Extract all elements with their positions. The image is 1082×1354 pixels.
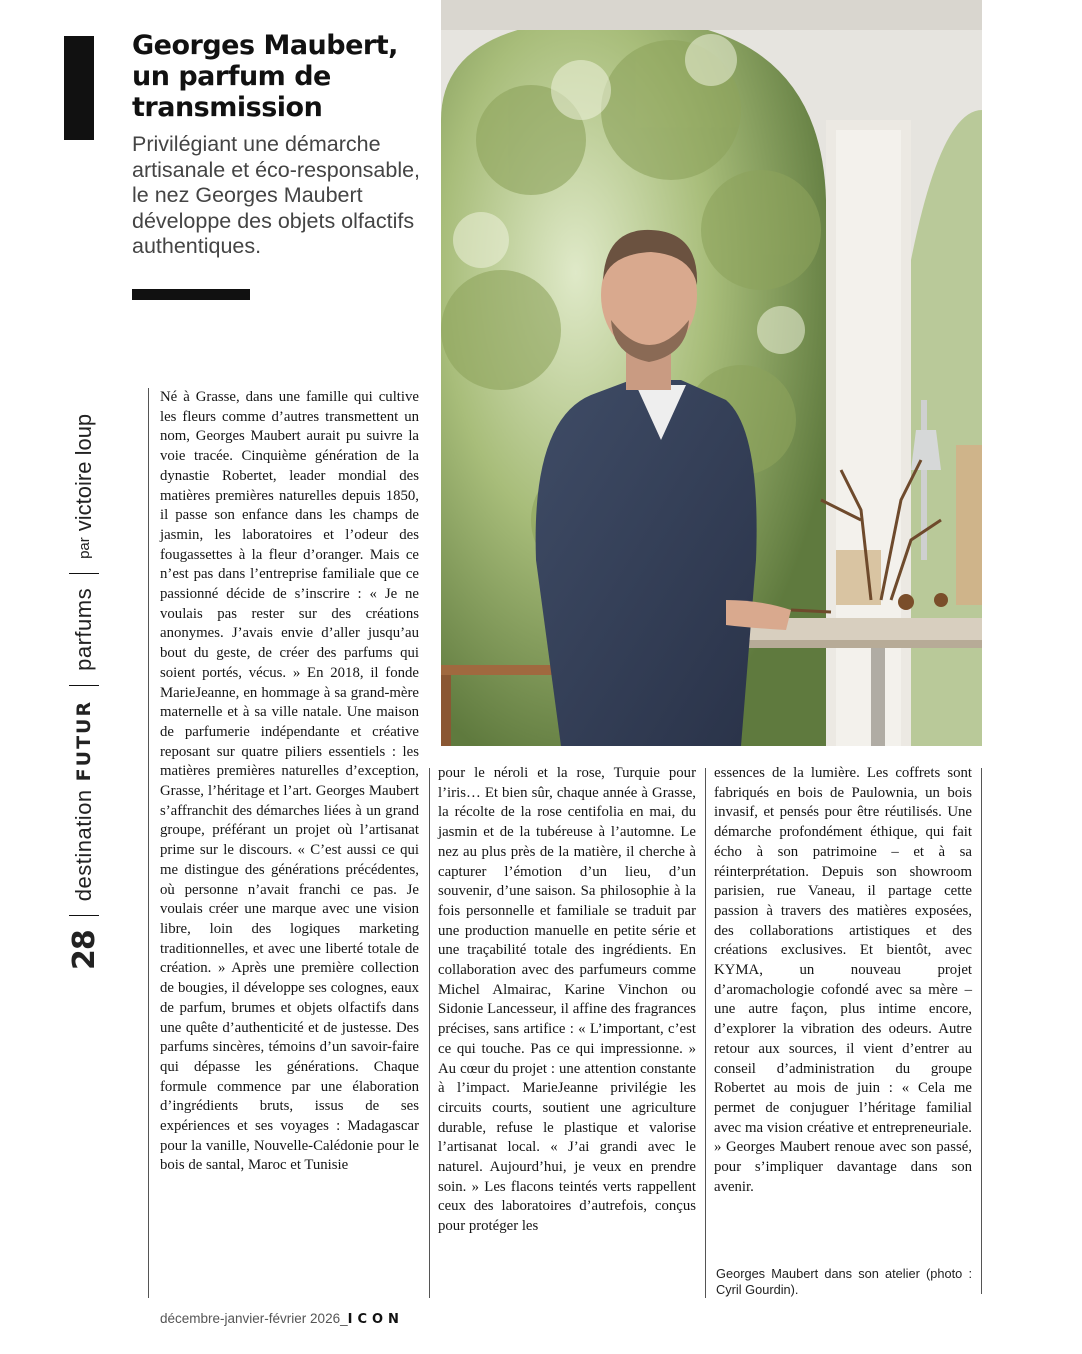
column-rule xyxy=(148,388,149,1298)
page-footer xyxy=(160,1311,560,1327)
header-divider xyxy=(69,915,99,916)
magazine-logo: ICON xyxy=(347,1312,404,1327)
column-rule xyxy=(981,768,982,1294)
title-accent-bar xyxy=(64,36,94,140)
byline-author: victoire loup xyxy=(71,413,96,532)
photo-caption: Georges Maubert dans son atelier (photo : Cyril Gourdin). xyxy=(716,1266,972,1297)
portrait-photo xyxy=(441,0,982,746)
article-column-1: Né à Grasse, dans une famille qui cultive les fleurs comme d’autres transmettent un nom, Georges Maubert aurait pu suivre la voie tracée. Cinquième génération de la dynastie Robertet, leader mondial des matières premières naturelles depuis 1850, il passe son enfance dans les champs de jasmin, les laboratoires et l’odeur des fougassettes à la fleur d’oranger. Mais ce n’est pas dans l’entreprise familiale que ce passionné décide de s’inscrire : « Je ne voulais pas rester sur des créations anonymes. J’avais envie d’aller jusqu’au bout du geste, de créer des parfums qui soient portés, vécus. » En 2018, il fonde MarieJeanne, en hommage à sa grand-mère maternelle et à sa ville natale. Une maison de parfumerie indépendante et créative reposant sur quatre piliers essentiels : les matières premières naturelles d’exception, Grasse, l’héritage et l’art. Georges Maubert s’affranchit des démarches liées à un grand groupe, préférant un projet où l’artisanat prime sur le discours. « C’est aussi ce qui me distingue des générations précédentes, où personne n’avait franchi ce pas. Je voulais créer une marque avec une vision libre, loin des logiques marketing traditionnelles, et avec une liberté totale de création. » Après une première collection de bougies, il développe ses colognes, eaux de parfum, brumes et objets olfactifs dans une quête d’authenticité et de justesse. Des parfums sincères, témoins d’un savoir-faire qui dépasse les générations. Chaque formule commence par une élaboration d’ingrédients bruts, issus de ses expériences et ses voyages : Madagascar pour la vanille, Nouvelle-Calédonie pour le bois de santal, Maroc et Tunisie xyxy=(160,389,419,1174)
portrait-illustration xyxy=(441,0,982,746)
issue-date: décembre-janvier-février 2026 xyxy=(160,1311,341,1326)
article-standfirst: Privilégiant une démarche artisanale et éco-responsable, le nez Georges Maubert développe des objets olfactifs authentiques. xyxy=(132,132,421,258)
column-rule xyxy=(705,768,706,1298)
footer-separator: _ xyxy=(340,1311,348,1326)
section-name: FUTUR xyxy=(73,699,95,782)
rubric-name: parfums xyxy=(71,587,96,671)
article-title: Georges Maubert, un parfum de transmission xyxy=(132,30,398,123)
header-divider xyxy=(69,685,99,686)
column-rule xyxy=(429,768,430,1298)
article-column-3: essences de la lumière. Les coffrets sont fabriqués en bois de Paulownia, un bois invasif, et pensés pour être réutilisés. Une démarche profondément éthique, qui fait écho à son patrimoine – et à sa réinterprétation. Depuis son showroom parisien, rue Vaneau, il partage cette passion à travers des matières exposées, des collaborations artistiques et des créations exclusives. Et bientôt, avec KYMA, un nouveau projet d’aromachologie cofondé avec sa mère – une autre façon, plus intime encore, d’explorer la vibration des odeurs. Autre retour aux sources, il vient d’entrer au conseil d’administration du groupe Robertet au mois de juin : « Cela me permet de conjuguer l’héritage familial avec ma vision créative et entrepreneuriale. » Georges Maubert renoue avec son passé, pour s’impliquer davantage dans son avenir. xyxy=(714,765,972,1195)
standfirst-rule xyxy=(132,289,250,300)
section-prefix: destination xyxy=(71,789,96,902)
vertical-running-header xyxy=(64,370,104,970)
article-column-2: pour le néroli et la rose, Turquie pour l’iris… Et bien sûr, chaque année à Grasse, la récolte de la rose centifolia en mai, du jasmin et de la tubéreuse à l’automne. Le nez au plus près de la matière, il cherche à capturer l’émotion d’un lieu, d’un souvenir, d’une saison. Sa philosophie à la fois personnelle et familiale se traduit par une production manuelle en petite série et une traçabilité totale des ingrédients. En collaboration avec des parfumeurs comme Michel Almairac, Karine Vinchon ou Sidonie Lancesseur, il affine des fragrances précises, sans artifice : « L’important, c’est ce qui touche. Pas ce qui impressionne. » Au cœur du projet : une attention constante à l’impact. MarieJeanne privilégie les circuits courts, soutient une agriculture durable, refuse le plastique et valorise l’artisanat local. « J’ai grandi avec le naturel. Aujourd’hui, je veux en prendre soin. » Les flacons teintés verts rappellent ceux des laboratoires d’autrefois, conçus pour protéger les xyxy=(438,765,696,1235)
byline-prefix: par xyxy=(75,537,93,559)
header-divider xyxy=(69,573,99,574)
page-number: 28 xyxy=(66,930,102,970)
